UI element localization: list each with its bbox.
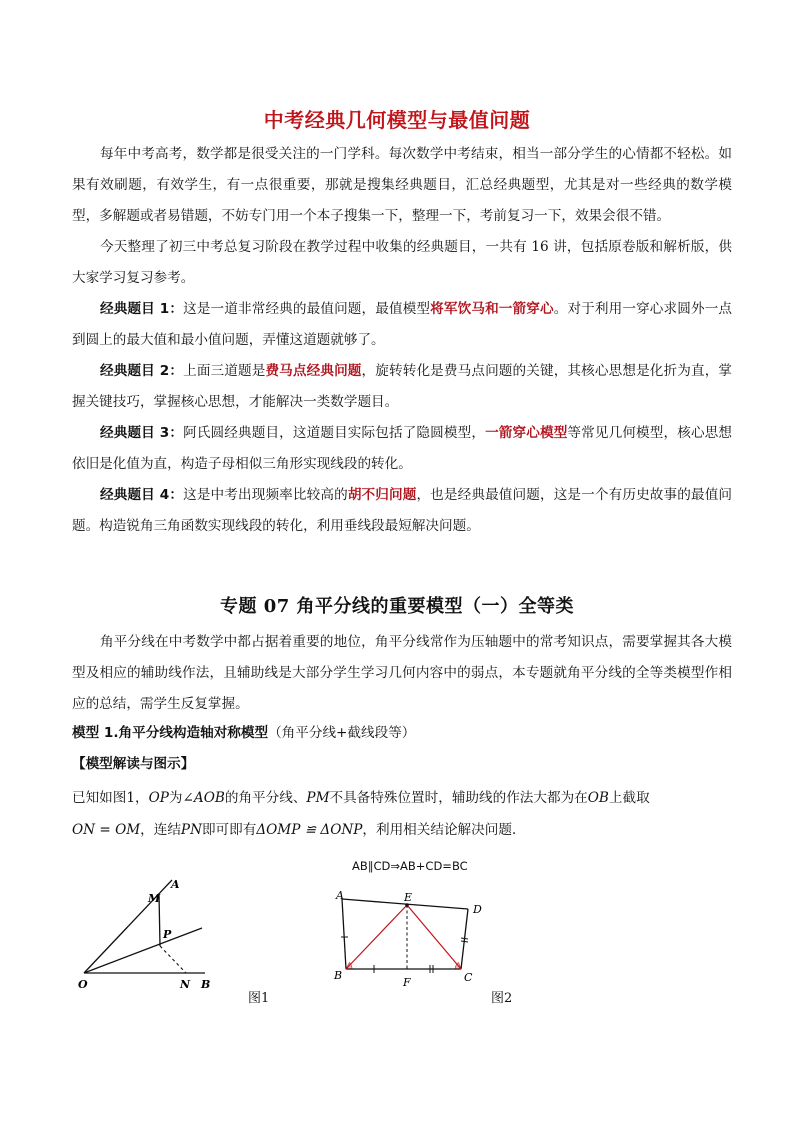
text: 已知如图1， [72, 790, 149, 806]
item-text: 。对于利用一穿心求圆外一点到圆上的最大值和最小值问题，弄懂这道题就够了。 [72, 301, 733, 348]
classic-item-4 [72, 480, 732, 542]
text: 为 [168, 790, 183, 806]
item-text: 这是一道非常经典的最值问题，最值模型 [183, 301, 431, 317]
description-line-1 [72, 786, 650, 810]
label-c: C [464, 971, 473, 984]
math-on-equals-om: ON = OM [72, 822, 141, 838]
document-title: 中考经典几何模型与最值问题 [263, 108, 531, 132]
tick-dc-2 [461, 941, 468, 942]
classic-item-1 [72, 294, 732, 356]
model-1-title: 模型 1.角平分线构造轴对称模型 [72, 725, 269, 741]
item-lead: 经典题目 3： [100, 425, 184, 441]
item-text: 上面三道题是 [183, 363, 266, 379]
figure-2-note: AB∥CD⇒AB+CD=BC [352, 859, 468, 873]
figure-2-diagram [318, 885, 488, 995]
item-text: ，也是经典最值问题，这是一个有历史故事的最值问题。构造锐角三角函数实现线段的转化，利用垂线段最短解决问题。 [72, 487, 733, 534]
item-highlight: 将军饮马和一箭穿心 [430, 301, 554, 317]
math-ob: OB [587, 790, 609, 806]
item-highlight: 费马点经典问题 [265, 363, 362, 379]
figure-1-diagram [70, 870, 250, 1000]
text: 上截取 [608, 790, 650, 806]
item-highlight: 胡不归问题 [347, 487, 417, 503]
figure-1-caption: 图1 [248, 991, 270, 1006]
label-o: O [78, 978, 88, 991]
item-lead: 经典题目 1： [100, 301, 184, 317]
classic-item-3 [72, 418, 732, 480]
segment-ab [342, 899, 346, 969]
intro-paragraph-1: 每年中考高考，数学都是很受关注的一门学科。每次数学中考结束，相当一部分学生的心情都不轻松。如果有效刷题，有效学生，有一点很重要，那就是搜集经典题目，汇总经典题型，尤其是对一些经典的数学模型，多解题或者易错题，不妨专门用一个本子搜集一下，整理一下，考前复习一下，效果会很不错。 [72, 146, 732, 224]
segment-pn-dashed [160, 946, 186, 973]
item-text: 阿氏圆经典题目，这道题目实际包括了隐圆模型， [183, 425, 486, 441]
figure-2-caption: 图2 [491, 991, 513, 1006]
text: 的角平分线、 [224, 790, 307, 806]
text: 即可即有 [201, 822, 257, 838]
segment-eb [346, 905, 407, 969]
tick-dc-1 [461, 938, 468, 939]
label-a: A [171, 878, 180, 891]
section-label-text: 【模型解读与图示】 [72, 756, 195, 772]
text: ，利用相关结论解决问题. [362, 822, 517, 838]
math-pm: PM [306, 790, 330, 806]
math-pn: PN [180, 822, 202, 838]
math-angle-aob: ∠AOB [182, 790, 225, 806]
label-a: A [336, 889, 344, 902]
section-label [72, 752, 194, 776]
classic-item-2 [72, 356, 732, 418]
label-d: D [473, 903, 482, 916]
ray-op-bisector [84, 928, 202, 973]
label-n: N [180, 978, 191, 991]
topic-intro: 角平分线在中考数学中都占据着重要的地位，角平分线常作为压轴题中的常考知识点，需要掌握其各大模型及相应的辅助线作法，且辅助线是大部分学生学习几何内容中的弱点，本专题就角平分线的全等类模型作相应的总结，需学生反复掌握。 [72, 634, 732, 712]
label-f: F [403, 976, 411, 989]
item-text: 这是中考出现频率比较高的 [183, 487, 348, 503]
text: ，连结 [140, 822, 181, 838]
topic-title: 专题 07 角平分线的重要模型（一）全等类 [219, 596, 575, 617]
label-b: B [334, 969, 343, 982]
description-line-2 [72, 818, 516, 842]
item-lead: 经典题目 2： [100, 363, 184, 379]
label-p: P [163, 928, 172, 941]
label-e: E [404, 891, 413, 904]
item-highlight: 一箭穿心模型 [485, 425, 568, 441]
label-m: M [148, 892, 161, 905]
model-1-subtitle: （角平分线+截线段等） [268, 725, 416, 741]
math-congruence: ΔOMP ≌ ΔONP [256, 822, 363, 838]
label-b: B [201, 978, 211, 991]
intro-paragraph-2: 今天整理了初三中考总复习阶段在教学过程中收集的经典题目，一共有 16 讲，包括原卷版和解析版，供大家学习复习参考。 [72, 239, 732, 286]
item-lead: 经典题目 4： [100, 487, 184, 503]
text: 不具备特殊位置时，辅助线的作法大都为在 [329, 790, 588, 806]
segment-ec [407, 905, 461, 969]
math-op: OP [148, 790, 169, 806]
model-1-heading [72, 721, 415, 745]
item-text: 等常见几何模型，核心思想依旧是化值为直，构造子母相似三角形实现线段的转化。 [72, 425, 732, 472]
item-text: ，旋转转化是费马点问题的关键，其核心思想是化折为直，掌握关键技巧，掌握核心思想，才能解决一类数学题目。 [72, 363, 733, 410]
